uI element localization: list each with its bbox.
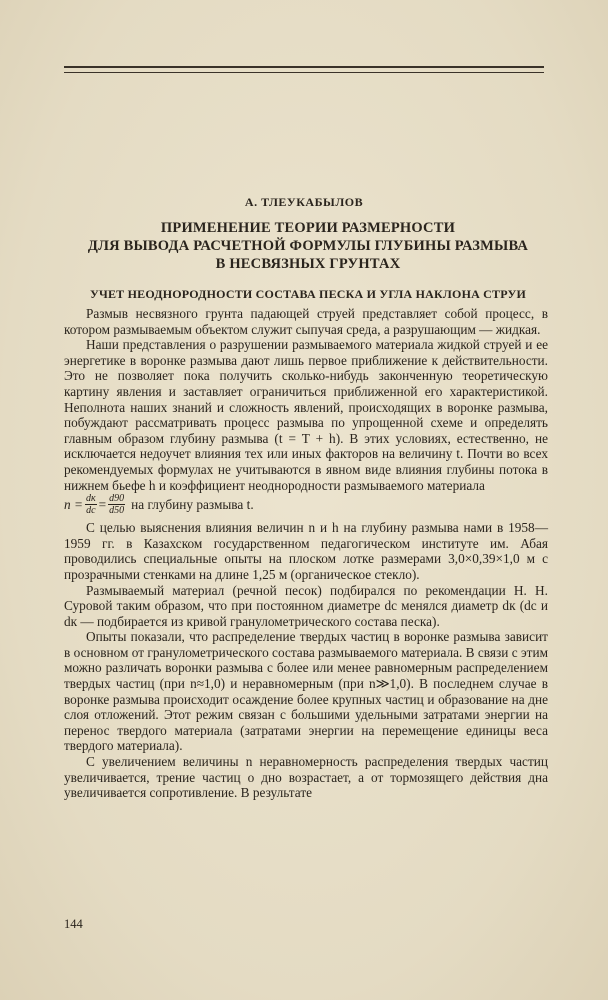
paragraph: Размыв несвязного грунта падающей струей представляет собой процесс, в котором размываемым объектом служит сыпучая среда, а разрушающим — жидкая.	[64, 306, 548, 337]
fraction-denominator: d50	[109, 505, 125, 517]
article-body	[64, 306, 548, 801]
header-rule	[64, 66, 544, 68]
paragraph: Наши представления о разрушении размываемого материала жидкой струей и ее энергетике в воронке размыва дают лишь первое приближение к действительности. Это не позволяет пока получить сколько-нибудь законченную теоретическую картину явления и заставляет ограничиться приближенной его характеристикой. Неполнота наших знаний и сложность явлений, происходящих в воронке размыва, побуждают рассматривать процесс размыва по упрощенной схеме и определять главным образом глубину размыва (t = T + h). В этих условиях, естественно, не исключается недоучет влияния тех или иных факторов на величину t. Почти во всех рекомендуемых формулах не учитываются в явном виде влияния глубины потока в нижнем бьефе h и коэффициент неоднородности размываемого материала	[64, 337, 548, 493]
page-number: 144	[64, 917, 83, 931]
paragraph: С целью выяснения влияния величин n и h на глубину размыва нами в 1958—1959 гг. в Казахском государственном педагогическом институте им. Абая проводились специальные опыты на плоском лотке размерами 3,0×0,39×1,0 м с прозрачными стенками на длине 1,25 м (органическое стекло).	[64, 520, 548, 582]
paragraph: Размываемый материал (речной песок) подбирался по рекомендации Н. Н. Суровой таким образом, что при постоянном диаметре dс менялся диаметр dк (dс и dк — подбирается из кривой гранулометрического состава песка).	[64, 582, 548, 629]
fraction-numerator: dк	[85, 493, 96, 505]
title-line: В НЕСВЯЗНЫХ ГРУНТАХ	[215, 256, 401, 272]
fraction-numerator: d90	[109, 493, 125, 505]
section-subtitle: УЧЕТ НЕОДНОРОДНОСТИ СОСТАВА ПЕСКА И УГЛА НАКЛОНА СТРУИ	[89, 287, 527, 301]
fraction-dk-dc	[85, 493, 97, 516]
author-name: А. ТЛЕУКАБЫЛОВ	[244, 195, 364, 209]
formula-tail: на глубину размыва t.	[131, 496, 254, 512]
fraction-d90-d50	[108, 493, 125, 516]
paragraph: С увеличением величины n неравномерность распределения твердых частиц увеличивается, трение частиц о дно возрастает, а от тормозящего действия дна увеличивается сопротивление. В результате	[64, 754, 548, 801]
formula-lhs: n =	[64, 496, 83, 512]
title-line: ДЛЯ ВЫВОДА РАСЧЕТНОЙ ФОРМУЛЫ ГЛУБИНЫ РАЗМЫВА	[87, 238, 529, 254]
formula-line	[64, 493, 548, 516]
header-rule-thin	[64, 72, 544, 73]
title-line: ПРИМЕНЕНИЕ ТЕОРИИ РАЗМЕРНОСТИ	[160, 220, 456, 236]
fraction-denominator: dс	[86, 505, 96, 517]
article-title	[60, 219, 556, 273]
paragraph: Опыты показали, что распределение твердых частиц в воронке размыва зависит в основном от гранулометрического состава размываемого материала. В связи с этим можно различать воронки размыва с более или менее равномерным распределением твердых частиц (при n≈1,0) и неравномерным (при n≫1,0). В последнем случае в воронке размыва происходит осаждение более крупных частиц и образование на дне слоя отложений. Этот режим связан с большими удельными затратами энергии на перенос твердого материала (затратами энергии на перемещение единицы веса твердого материала).	[64, 629, 548, 754]
formula-equals: =	[98, 496, 107, 512]
